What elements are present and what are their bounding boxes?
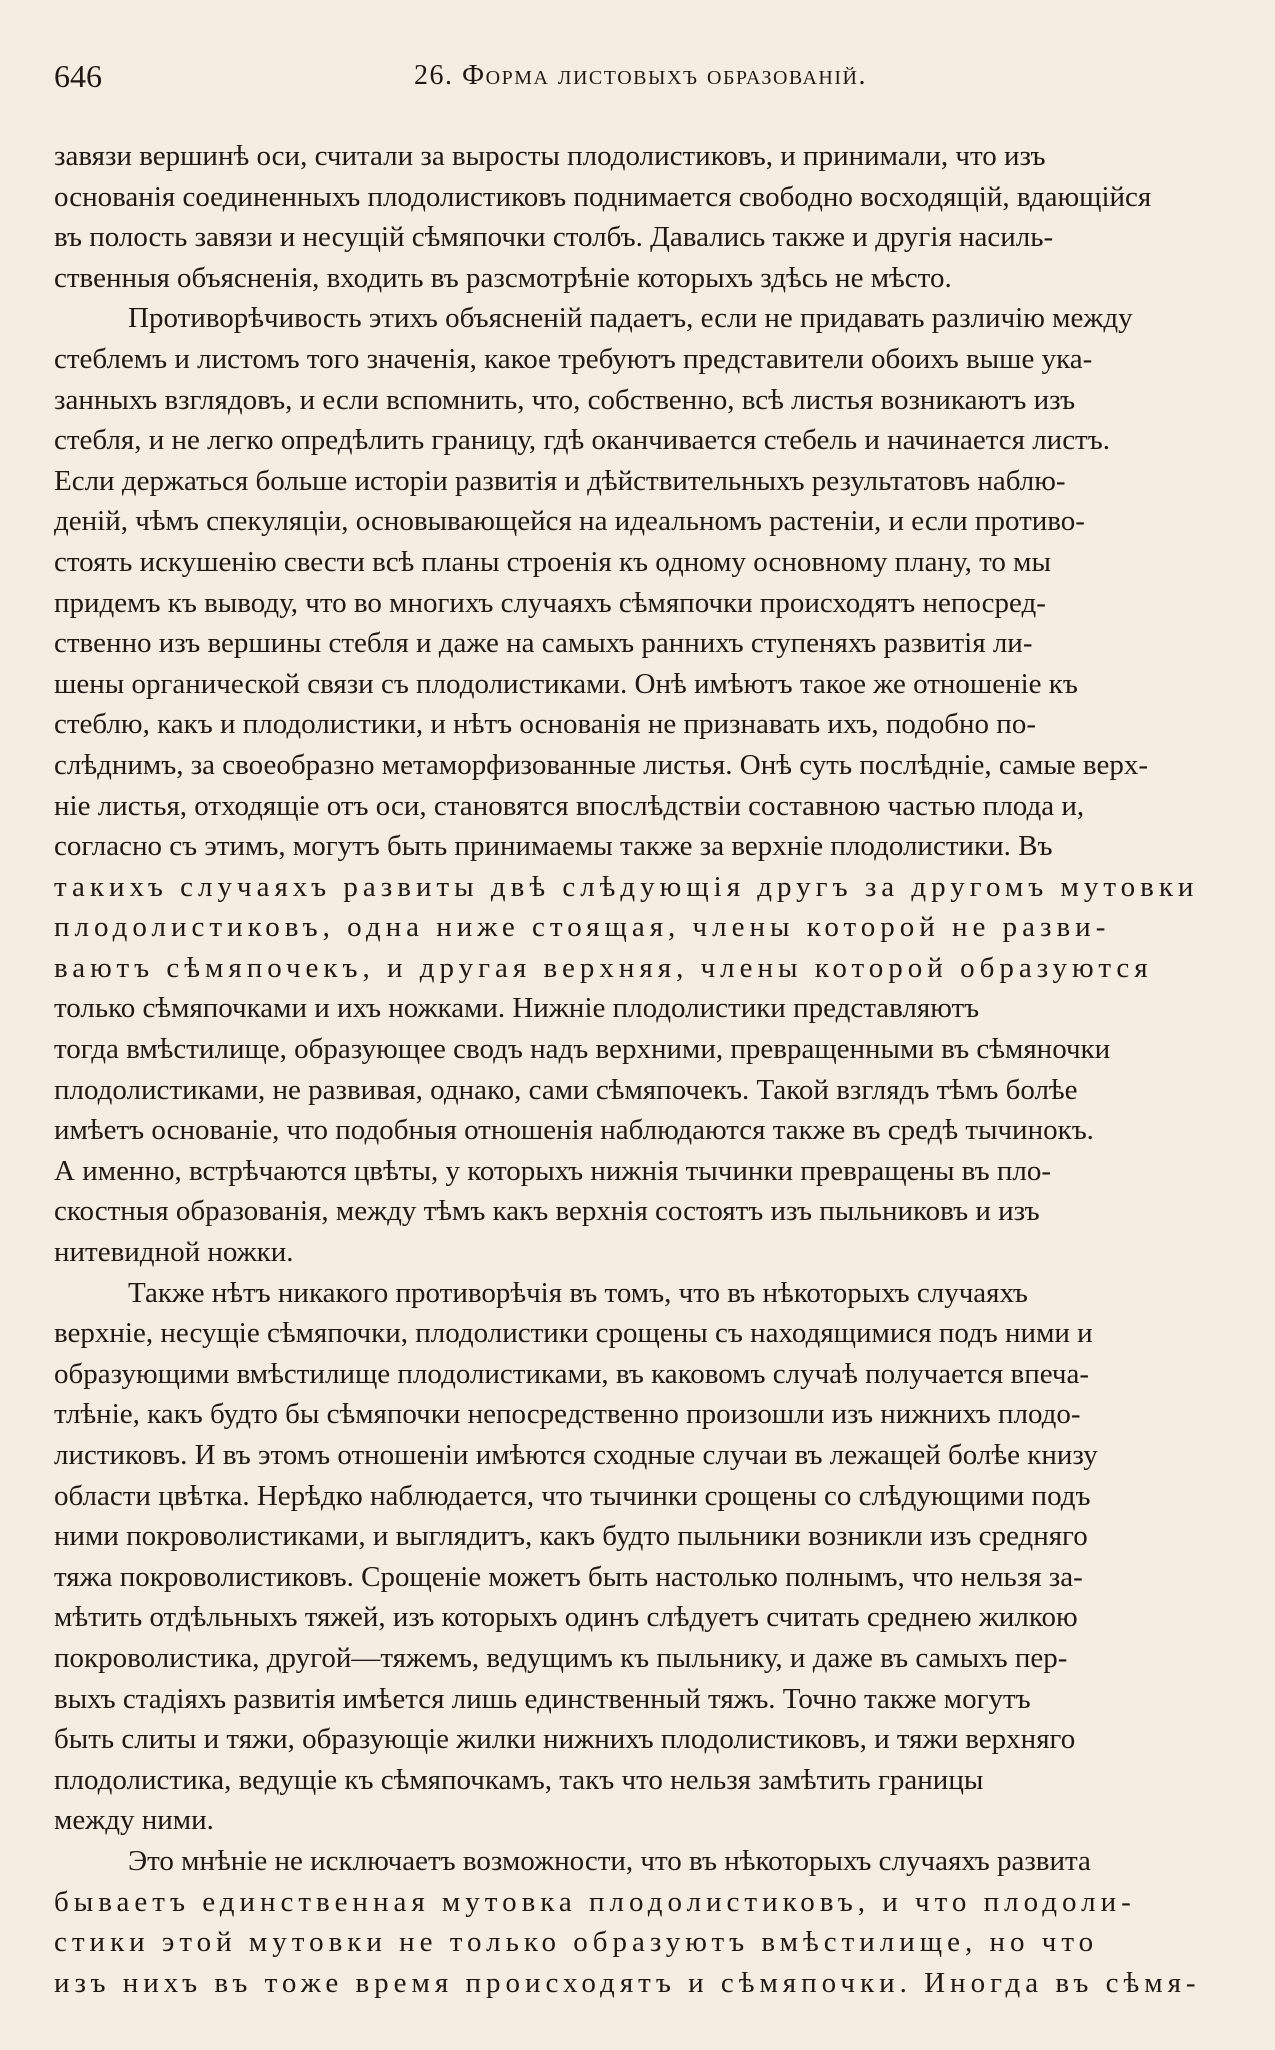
- text-line: ними покроволистиками, и выглядитъ, какъ будто пыльники возникли изъ средняго: [54, 1520, 1088, 1553]
- spaced-text-line: ваютъ сѣмяпочекъ, и другая верхняя, члены которой образуются: [54, 951, 1153, 984]
- text-line: плодолистика, ведущіе къ сѣмяпочкамъ, такъ что нельзя замѣтить границы: [54, 1763, 984, 1796]
- text-line: ственно изъ вершины стебля и даже на самыхъ раннихъ ступеняхъ развитія ли-: [54, 627, 1033, 660]
- spaced-text-line: плодолистиковъ, одна ниже стоящая, члены которой не разви-: [54, 911, 1111, 944]
- text-line: шены органической связи съ плодолистиками. Онѣ имѣютъ такое же отношеніе къ: [54, 667, 1078, 700]
- text-line: стеблемъ и листомъ того значенія, какое требуютъ представители обоихъ выше ука-: [54, 342, 1093, 375]
- text-line: стебля, и не легко опредѣлить границу, гдѣ оканчивается стебель и начинается листъ.: [54, 424, 1110, 457]
- text-line: Если держаться больше исторіи развитія и дѣйствительныхъ результатовъ наблю-: [54, 464, 1066, 497]
- text-line: завязи вершинѣ оси, считали за выросты плодолистиковъ, и принимали, что изъ: [54, 140, 1046, 172]
- text-line: скостныя образованія, между тѣмъ какъ верхнія состоятъ изъ пыльниковъ и изъ: [54, 1195, 1040, 1228]
- text-line: стоять искушенію свести всѣ планы строенія къ одному основному плану, то мы: [54, 545, 1052, 578]
- text-line: только сѣмяпочками и ихъ ножками. Нижніе плодолистики представляютъ: [54, 992, 980, 1025]
- text-line: верхніе, несущіе сѣмяпочки, плодолистики срощены съ находящимися подъ ними и: [54, 1317, 1093, 1350]
- text-line: основанія соединенныхъ плодолистиковъ поднимается свободно восходящій, вдающійся: [54, 180, 1152, 213]
- text-line: согласно съ этимъ, могутъ быть принимаемы также за верхніе плодолистики. Въ: [54, 830, 1053, 863]
- text-line: быть слиты и тяжи, образующіе жилки нижнихъ плодолистиковъ, и тяжи верхняго: [54, 1723, 1076, 1756]
- text-line: покроволистика, другой—тяжемъ, ведущимъ къ пыльнику, и даже въ самыхъ пер-: [54, 1641, 1068, 1674]
- spaced-text-line: такихъ случаяхъ развиты двѣ слѣдующія другъ за другомъ мутовки: [54, 870, 1199, 903]
- paragraph-start-line: Это мнѣніе не исключаетъ возможности, что въ нѣкоторыхъ случаяхъ развита: [128, 1844, 1091, 1877]
- spaced-text-line: изъ нихъ въ тоже время происходятъ и сѣмяпочки. Иногда въ сѣмя-: [54, 1966, 1201, 1999]
- text-line: тлѣніе, какъ будто бы сѣмяпочки непосредственно произошли изъ нижнихъ плодо-: [54, 1398, 1081, 1431]
- text-line: образующими вмѣстилище плодолистиками, въ каковомъ случаѣ получается впеча-: [54, 1357, 1089, 1390]
- paragraph-start-line: Противорѣчивость этихъ объясненій падаетъ, если не придавать различію между: [128, 302, 1133, 335]
- text-line: стеблю, какъ и плодолистики, и нѣтъ основанія не признавать ихъ, подобно по-: [54, 708, 1036, 741]
- text-line: тогда вмѣстилище, образующее сводъ надъ верхними, превращенными въ сѣмяночки: [54, 1033, 1111, 1066]
- text-line: слѣднимъ, за своеобразно метаморфизованные листья. Онѣ суть послѣдніе, самые верх-: [54, 748, 1148, 781]
- text-line: области цвѣтка. Нерѣдко наблюдается, что тычинки срощены со слѣдующими подъ: [54, 1479, 1091, 1512]
- text-line: тяжа покроволистиковъ. Срощеніе можетъ быть настолько полнымъ, что нельзя за-: [54, 1560, 1083, 1593]
- page-header: [54, 58, 1227, 98]
- text-line: придемъ къ выводу, что во многихъ случаяхъ сѣмяпочки происходятъ непосред-: [54, 586, 1046, 619]
- running-title: 26. Форма листовыхъ образованій.: [414, 60, 867, 91]
- text-line: мѣтить отдѣльныхъ тяжей, изъ которыхъ одинъ слѣдуетъ считать среднею жилкою: [54, 1601, 1078, 1634]
- text-line: ніе листья, отходящіе отъ оси, становятся впослѣдствіи составною частью плода и,: [54, 789, 1085, 822]
- text-line: занныхъ взглядовъ, и если вспомнить, что, собственно, всѣ листья возникаютъ изъ: [54, 383, 1076, 416]
- text-line: ственныя объясненія, входить въ разсмотрѣніе которыхъ здѣсь не мѣсто.: [54, 261, 952, 294]
- paragraph-start-line: Также нѣтъ никакого противорѣчія въ томъ, что въ нѣкоторыхъ случаяхъ: [128, 1276, 1028, 1309]
- text-line: въ полость завязи и несущій сѣмяпочки столбъ. Давались также и другія насиль-: [54, 221, 1054, 254]
- page-number: 646: [54, 58, 102, 94]
- text-line: плодолистиками, не развивая, однако, сами сѣмяпочекъ. Такой взглядъ тѣмъ болѣе: [54, 1073, 1078, 1106]
- spaced-text-line: стики этой мутовки не только образуютъ вмѣстилище, но что: [54, 1926, 1099, 1959]
- text-line: имѣетъ основаніе, что подобныя отношенія наблюдаются также въ средѣ тычинокъ.: [54, 1114, 1094, 1147]
- text-line: листиковъ. И въ этомъ отношеніи имѣются сходные случаи въ лежащей болѣе книзу: [54, 1439, 1098, 1471]
- text-line: нитевидной ножки.: [54, 1236, 294, 1269]
- text-line: А именно, встрѣчаются цвѣты, у которыхъ нижнія тычинки превращены въ пло-: [54, 1154, 1052, 1187]
- text-line: выхъ стадіяхъ развитія имѣется лишь единственный тяжъ. Точно также могутъ: [54, 1682, 1031, 1715]
- text-line: деній, чѣмъ спекуляціи, основывающейся на идеальномъ растеніи, и если противо-: [54, 505, 1085, 538]
- spaced-text-line: бываетъ единственная мутовка плодолистиковъ, и что плодоли-: [54, 1885, 1136, 1918]
- text-line: между ними.: [54, 1804, 214, 1837]
- body-text: [54, 136, 1239, 2003]
